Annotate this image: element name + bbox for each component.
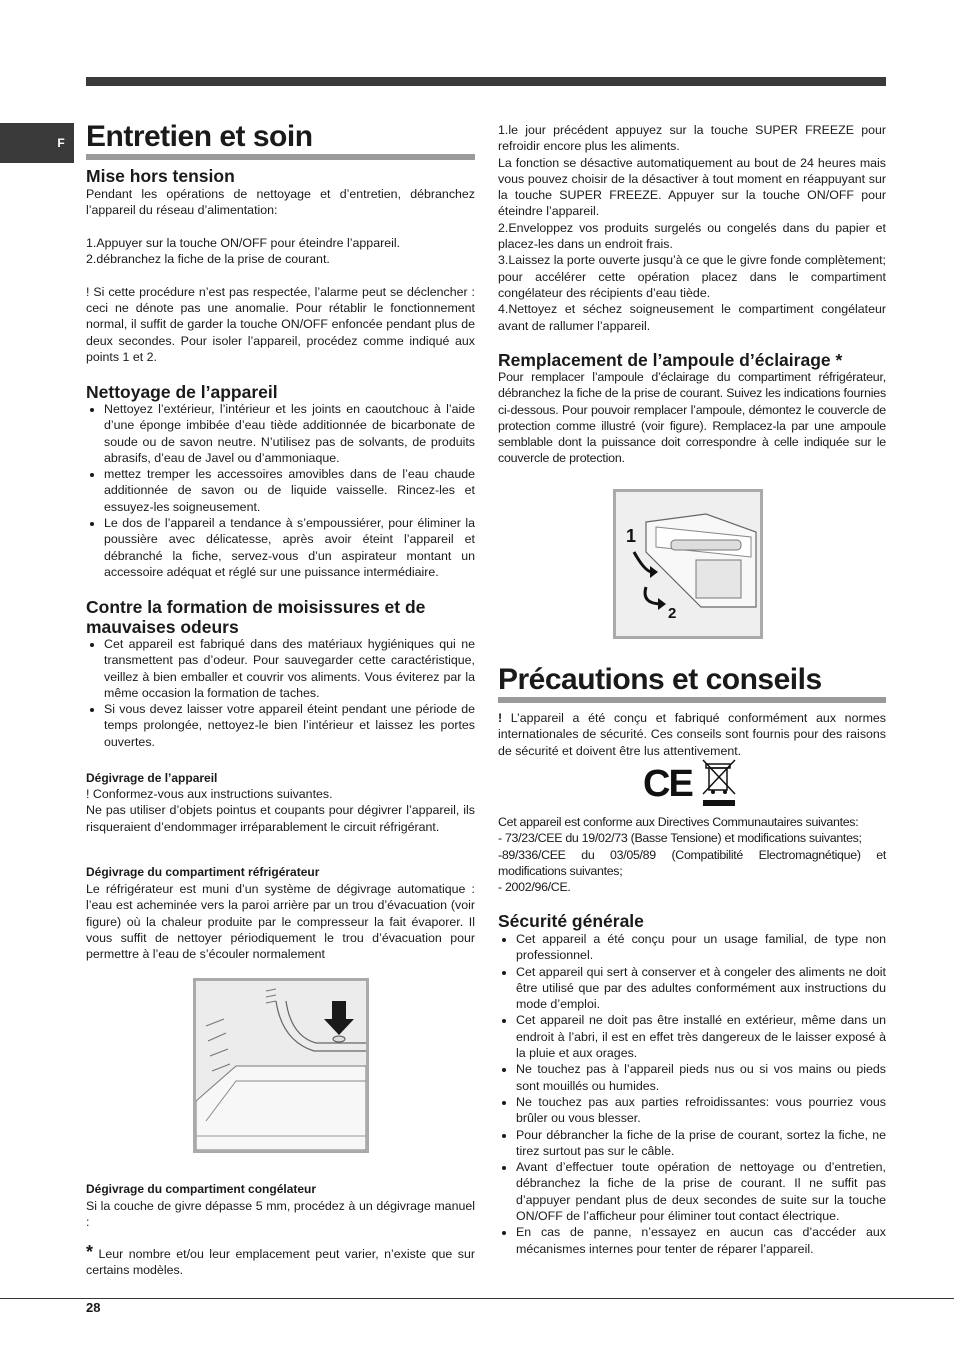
ce-mark-icon — [643, 758, 739, 810]
heading-securite: Sécurité générale — [498, 911, 644, 931]
footer-rule — [0, 1298, 954, 1299]
nettoyage-list — [86, 401, 475, 580]
warning-mark: ! — [498, 711, 503, 725]
language-tab — [0, 123, 74, 163]
heading-ampoule: Remplacement de l’ampoule d’éclairage * — [498, 350, 843, 370]
degivrage-text — [86, 786, 475, 835]
language-tab-label: F — [57, 136, 65, 150]
paragraph: - 2002/96/CE. — [498, 880, 571, 895]
paragraph: Cet appareil est conforme aux Directives Communautaires suivantes: — [498, 815, 859, 829]
footnote-text: Leur nombre et/ou leur emplacement peut varier, n’existe que sur certains modèles. — [86, 1247, 475, 1278]
congelateur-steps — [498, 122, 886, 334]
ampoule-text: Pour remplacer l’ampoule d’éclairage du compartiment réfrigérateur, débranchez la fiche de la prise de courant. Suivez les indications fournies ci-dessous. Pour pouvoir remplacer l’ampoule, démontez le couvercle de protection comme illustré (voir figure). Remplacez-la par une ampoule semblable dont la puissance doit correspondre à celle indiquée sur le couvercle de protection. — [498, 370, 886, 466]
securite-list — [498, 931, 886, 1257]
list-item: • Ne touchez pas à l’appareil pieds nus ou si vos mains ou pieds sont mouillés ou humides. — [516, 1061, 886, 1094]
section-title-entretien: Entretien et soin — [86, 120, 475, 160]
list-item: • Cet appareil a été conçu pour un usage familial, de type non professionnel. — [516, 931, 886, 964]
degivrage-congelateur-text: Si la couche de givre dépasse 5 mm, procédez à un dégivrage manuel : — [86, 1199, 475, 1230]
heading-degivrage-congelateur: Dégivrage du compartiment congélateur — [86, 1182, 317, 1196]
heading-mise-hors-tension: Mise hors tension — [86, 166, 235, 186]
mise-hors-tension-text — [86, 186, 475, 365]
paragraph: Pendant les opérations de nettoyage et d’entretien, débranchez l’appareil du réseau d’alimentation: — [86, 187, 475, 218]
list-item: • Le dos de l’appareil a tendance à s’empoussiérer, pour éliminer la poussière avec délicatesse, après avoir éteint l’appareil et débranché la fiche, servez-vous d’un aspirateur montant un accessoire adéquat et réglé sur une puissance intermédiaire. — [104, 515, 475, 580]
list-item: • Cet appareil est fabriqué dans des matériaux hygiéniques qui ne transmettent pas d’odeur. Pour sauvegarder cette caractéristique, veillez à bien emballer et couvrir vos aliments. Vous éviterez par la même occasion la formation de taches. — [104, 636, 475, 701]
paragraph: 2.débranchez la fiche de la prise de courant. — [86, 252, 330, 267]
bulb-cover-illustration — [616, 492, 760, 636]
ce-mark-text: CE — [643, 763, 692, 805]
fig-label-2: 2 — [668, 605, 677, 622]
fig-label-1: 1 — [626, 526, 637, 546]
crossed-bin-icon — [703, 760, 735, 806]
list-item: • Ne touchez pas aux parties refroidissantes: vous pourriez vous brûler ou vous blesser. — [516, 1094, 886, 1127]
top-rule — [86, 77, 886, 86]
paragraph: 1.Appuyer sur la touche ON/OFF pour éteindre l’appareil. — [86, 235, 401, 250]
moisissures-list — [86, 636, 475, 750]
paragraph: 1.le jour précédent appuyez sur la touche SUPER FREEZE pour refroidir encore plus les aliments. — [498, 123, 886, 154]
paragraph: 3.Laissez la porte ouverte jusqu’à ce que le givre fonde complètement; pour accélérer cette opération placez dans le compartiment congélateur des récipients d’eau tiède. — [498, 253, 886, 300]
section-title-precautions: Précautions et conseils — [498, 663, 886, 703]
list-item: • Avant d’effectuer toute opération de nettoyage ou d’entretien, débranchez la fiche de la prise de courant. Il ne suffit pas d’appuyer pendant plus de deux secondes de suite sur la touche ON/OFF de l’afficheur pour éliminer tout contact électrique. — [516, 1159, 886, 1224]
heading-moisissures: Contre la formation de moisissures et de mauvaises odeurs — [86, 597, 426, 637]
list-item: • En cas de panne, n’essayez en aucun cas d’accéder aux mécanismes internes pour tenter de réparer l’appareil. — [516, 1224, 886, 1257]
ce-weee-marks — [643, 758, 739, 815]
list-item: • Si vous devez laisser votre appareil éteint pendant une période de temps prolongée, nettoyez-le bien l’intérieur et laissez les portes ouvertes. — [104, 701, 475, 750]
precautions-intro-text: L’appareil a été conçu et fabriqué conformément aux normes internationales de sécurité. Ces conseils sont fournis pour des raisons de sécurité et doivent être lus attentivement. — [498, 711, 886, 758]
list-item: • Cet appareil ne doit pas être installé en extérieur, même dans un endroit à l’abri, il est en effet très dangereux de le laisser exposé à la pluie et aux orages. — [516, 1012, 886, 1061]
paragraph — [86, 219, 475, 235]
footnote — [86, 1242, 475, 1279]
directives-text — [498, 814, 886, 895]
degivrage-refrigerateur-text: Le réfrigérateur est muni d’un système de dégivrage automatique : l’eau est acheminée vers la paroi arrière par un trou d’évacuation (voir figure) où la chaleur produite par le compresseur la fait évaporer. Il vous suffit de nettoyer périodiquement le trou d’évacuation pour permettre à l’eau de s’écouler normalement — [86, 882, 475, 962]
list-item: • Cet appareil qui sert à conserver et à congeler des aliments ne doit être utilisé que par des adultes conformément aux instructions du mode d’emploi. — [516, 964, 886, 1013]
paragraph: ! Si cette procédure n’est pas respectée, l’alarme peut se déclencher : ceci ne dénote pas une anomalie. Pour rétablir le fonctionnement normal, il suffit de garder la touche ON/OFF enfoncée pendant plus de deux secondes. Pour isoler l’appareil, procédez comme indiqué aux points 1 et 2. — [86, 284, 475, 364]
paragraph: 4.Nettoyez et séchez soigneusement le compartiment congélateur avant de rallumer l’appareil. — [498, 302, 886, 333]
list-item: • Nettoyez l’extérieur, l’intérieur et les joints en caoutchouc à l’aide d’une éponge imbibée d’eau tiède additionnée de bicarbonate de soude ou de savon neutre. N’utilisez pas de solvants, de produits abrasifs, d’eau de Javel ou d’ammoniaque. — [104, 401, 475, 466]
drain-hole-figure — [193, 978, 369, 1153]
footnote-star: * — [86, 1242, 94, 1262]
paragraph: ! Conformez-vous aux instructions suivantes. — [86, 787, 333, 801]
drain-hole-illustration — [196, 981, 366, 1150]
paragraph: La fonction se désactive automatiquement au bout de 24 heures mais vous pouvez choisir de la désactiver à tout moment en réappuyant sur la touche SUPER FREEZE. Appuyer sur la touche ON/OFF pour éteindre l’appareil. — [498, 155, 886, 219]
list-item: • mettez tremper les accessoires amovibles dans de l’eau chaude additionnée de savon ou de liquide vaisselle. Rincez-les et essuyez-les soigneusement. — [104, 466, 475, 515]
paragraph: - 73/23/CEE du 19/02/73 (Basse Tensione) et modifications suivantes; — [498, 831, 862, 846]
bulb-cover-figure — [613, 489, 763, 639]
heading-degivrage: Dégivrage de l’appareil — [86, 771, 218, 785]
page-number: 28 — [86, 1300, 101, 1315]
paragraph: 2.Enveloppez vos produits surgelés ou congelés dans du papier et placez-les dans un endroit frais. — [498, 220, 886, 252]
paragraph: -89/336/CEE du 03/05/89 (Compatibilité Electromagnétique) et modifications suivantes; — [498, 847, 886, 878]
list-item: • Pour débrancher la fiche de la prise de courant, sortez la fiche, ne tirez surtout pas sur le câble. — [516, 1127, 886, 1160]
heading-nettoyage: Nettoyage de l’appareil — [86, 382, 278, 402]
heading-degivrage-refrigerateur: Dégivrage du compartiment réfrigérateur — [86, 865, 320, 879]
paragraph — [86, 267, 475, 283]
paragraph: Ne pas utiliser d’objets pointus et coupants pour dégivrer l’appareil, ils risqueraient d’endommager irréparablement le circuit réfrigérant. — [86, 803, 475, 834]
precautions-intro — [498, 710, 886, 759]
